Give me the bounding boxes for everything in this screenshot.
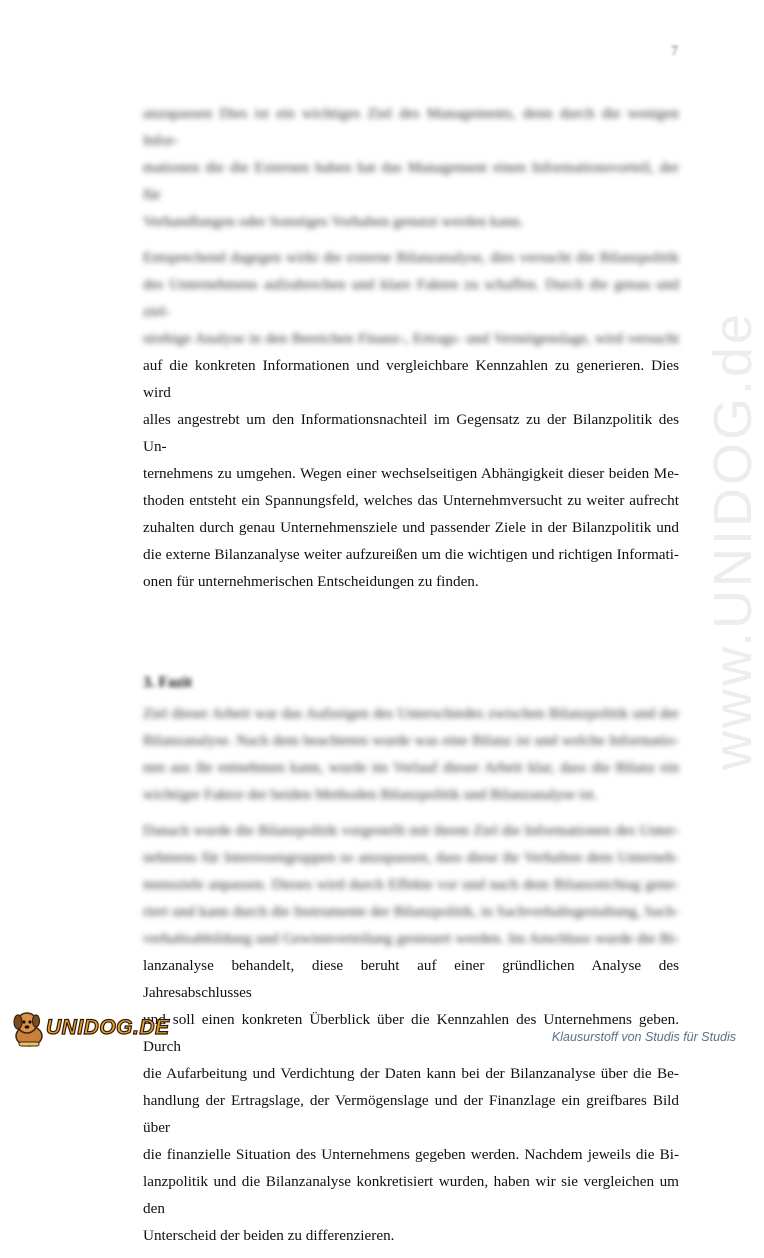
text-line: thoden entsteht ein Spannungsfeld, welches das Unternehmversucht zu weiter aufrecht [143, 492, 679, 509]
section-heading: 3. Fazit [143, 674, 193, 691]
blurred-lines [143, 817, 679, 952]
text-line: onen für unternehmerischen Entscheidungen zu finden. [143, 573, 479, 590]
text-line: lanzpolitik und die Bilanzanalyse konkretisiert wurden, haben wir sie vergleichen um den [143, 1173, 679, 1217]
text-line: strebige Analyse in den Bereichen Finanz-, Ertrags- und Vermögenslage, wird versucht [143, 330, 679, 347]
footer-tagline: Klausurstoff von Studis für Studis [551, 1030, 736, 1044]
text-line: nen aus ihr entnehmen kann, wurde im Verlauf dieser Arbeit klar, dass die Bilanz ein [143, 759, 679, 776]
text-line: handlung der Ertragslage, der Vermögenslage und der Finanzlage ein greifbares Bild über [143, 1092, 679, 1136]
unidog-logo[interactable] [10, 1006, 170, 1050]
text-line: anzupassen Dies ist ein wichtiges Ziel des Managements, denn durch die wenigen Infor- [143, 105, 679, 149]
text-line: alles angestrebt um den Informationsnachteil im Gegensatz zu der Bilanzpolitik des Un- [143, 411, 679, 455]
text-line: Unterscheid der beiden zu differenzieren. [143, 1227, 395, 1244]
text-line: zuhalten durch genau Unternehmensziele und passender Ziele in der Bilanzpolitik und [143, 519, 679, 536]
text-line: nehmens für Interessengruppen so anzupassen, dass diese ihr Verhalten dem Unterneh- [143, 849, 679, 866]
text-line: die Aufarbeitung und Verdichtung der Daten kann bei der Bilanzanalyse über die Be- [143, 1065, 679, 1082]
dog-mascot-icon [10, 1008, 48, 1048]
text-line: Entsprechend dagegen wirkt die externe Bilanzanalyse, dies versucht die Bilanzpolitik [143, 249, 679, 266]
text-line: Danach wurde die Bilanzpolitik vorgestellt mit ihrem Ziel die Informationen des Unter- [143, 822, 679, 839]
mixed-paragraph [143, 244, 679, 595]
logo-text: UNIDOG.DE [46, 1016, 170, 1039]
text-line: mationen die die Externen haben hat das Management einen Informationsvorteil, der für [143, 159, 679, 203]
text-line: die externe Bilanzanalyse weiter aufzureißen um die wichtigen und richtigen Informati- [143, 546, 679, 563]
document-body [143, 100, 679, 1258]
watermark: www.UNIDOG.de [703, 310, 763, 770]
text-line: die finanzielle Situation des Unternehmens gegeben werden. Nachdem jeweils die Bi- [143, 1146, 679, 1163]
text-line: ternehmens zu umgehen. Wegen einer wechselseitigen Abhängigkeit dieser beiden Me- [143, 465, 679, 482]
blurred-lines [143, 244, 679, 352]
text-line: riert und kann durch die Instrumente der Bilanzpolitik, in Sachverhaltsgestaltung, Sach- [143, 903, 679, 920]
text-line: verhaltsabbildung und Gewinnverteilung gesteuert werden. Im Anschluss wurde die Bi- [143, 930, 679, 947]
text-line: Bilanzanalyse. Nach dem beachteten wurde was eine Bilanz ist und welche Informatio- [143, 732, 679, 749]
text-line: des Unternehmens aufzubrechen und klare Fakten zu schaffen. Durch die genau und ziel- [143, 276, 679, 320]
blurred-paragraph [143, 100, 679, 235]
text-line: Verhandlungen oder Sonstiges Vorhaben genutzt werden kann. [143, 213, 524, 230]
text-line: wichtiger Faktor der beiden Methoden Bilanzpolitik und Bilanzanalyse ist. [143, 786, 598, 803]
text-line: auf die konkreten Informationen und vergleichbare Kennzahlen zu generieren. Dies wird [143, 357, 679, 401]
text-line: und soll einen konkreten Überblick über die Kennzahlen des Unternehmens geben. Durch [143, 1011, 679, 1055]
text-line: Ziel dieser Arbeit war das Aufzeigen des Unterschiedes zwischen Bilanzpolitik und der [143, 705, 679, 722]
text-line: mensziele anpassen. Dieses wird durch Effekte vor und nach dem Bilanzstichtag gene- [143, 876, 679, 893]
text-line: lanzanalyse behandelt, diese beruht auf einer gründlichen Analyse des Jahresabschlusses [143, 957, 679, 1001]
blurred-paragraph [143, 700, 679, 808]
page-number: 7 [671, 44, 678, 59]
